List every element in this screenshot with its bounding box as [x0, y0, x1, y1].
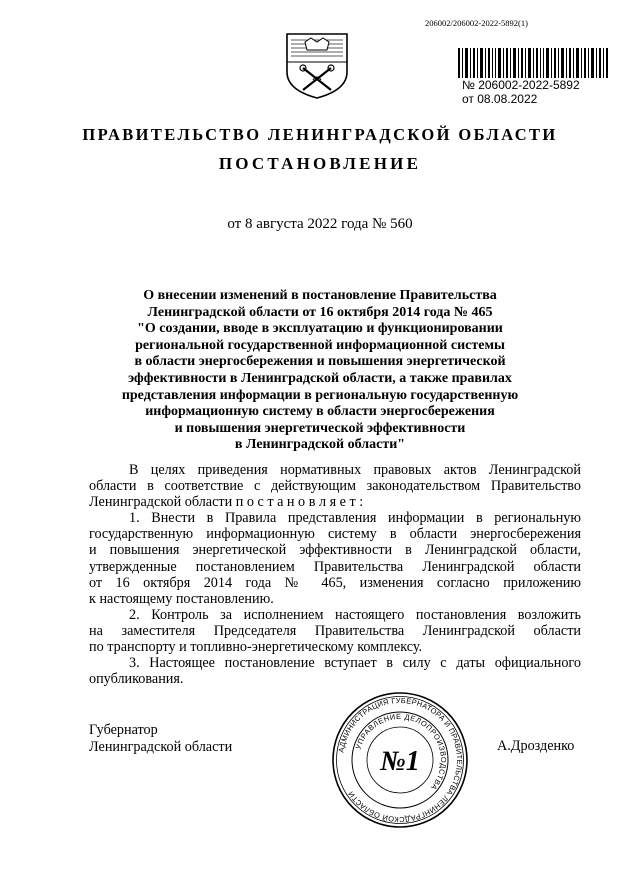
body-line: государственную информационную систему в области энергосбережения [89, 526, 581, 543]
body-line: опубликования. [89, 671, 184, 688]
subject-line: эффективности в Ленинградской области, а также правилах [128, 370, 512, 386]
subject-line: Ленинградской области от 16 октября 2014 года № 465 [147, 304, 493, 320]
subject-line: представления информации в региональную государственную [121, 387, 519, 403]
body-line: 2. Контроль за исполнением настоящего постановления возложить [129, 606, 581, 623]
body-line: от 16 октября 2014 года № 465, изменения согласно приложению [89, 574, 581, 591]
body-line: Ленинградской области п о с т а н о в л я е т : [89, 494, 364, 511]
body-line: 3. Настоящее постановление вступает в силу с даты официального [129, 655, 581, 672]
subject-line: в области энергосбережения и повышения энергетической [134, 354, 506, 370]
body-line: к настоящему постановлению. [89, 590, 274, 607]
document-body [89, 462, 581, 687]
body-line: на заместителя Председателя Правительства Ленинградской области [89, 622, 581, 639]
body-line: по транспорту и топливно-энергетическому комплексу. [89, 639, 423, 656]
government-title: ПРАВИТЕЛЬСТВО ЛЕНИНГРАДСКОЙ ОБЛАСТИ [82, 125, 558, 144]
body-line: В целях приведения нормативных правовых актов Ленинградской [129, 462, 581, 478]
seal-ring-text: АДМИНИСТРАЦИЯ ГУБЕРНАТОРА И ПРАВИТЕЛЬСТВА ЛЕНИНГРАДСКОЙ ОБЛАСТИ [336, 695, 465, 825]
subject-line: региональной государственной информационной системы [135, 337, 505, 353]
subject-line: "О создании, вводе в эксплуатацию и функционировании [137, 321, 503, 337]
registration-date: от 08.08.2022 [462, 92, 538, 106]
body-line: 1. Внести в Правила представления информации в региональную [129, 510, 581, 527]
signatory-region: Ленинградской области [89, 738, 233, 755]
coat-of-arms-emblem [283, 28, 351, 100]
signatory-title: Губернатор [89, 722, 158, 738]
registration-number: № 206002-2022-5892 [462, 78, 580, 92]
document-tracking-code: 206002/206002-2022-5892(1) [425, 18, 528, 28]
registration-block [462, 78, 580, 106]
seal-number: №1 [380, 746, 420, 777]
body-line: области в соответствие с действующим законодательством Правительство [89, 478, 581, 495]
document-date-number: от 8 августа 2022 года № 560 [227, 216, 413, 232]
subject-line: информационную систему в области энергосбережения [145, 404, 495, 420]
subject-line: в Ленинградской области" [234, 437, 406, 453]
official-seal [330, 690, 470, 830]
document-subject [90, 288, 550, 454]
body-line: утвержденные постановлением Правительства Ленинградской области [89, 558, 581, 575]
signatory-name: А.Дрозденко [497, 738, 575, 754]
signatory-position [89, 722, 232, 755]
subject-line: О внесении изменений в постановление Правительства [143, 288, 497, 303]
barcode [458, 48, 608, 78]
body-line: и повышения энергетической эффективности в Ленинградской области, [89, 542, 581, 559]
document-type-title: ПОСТАНОВЛЕНИЕ [218, 154, 422, 173]
seal-inner-text: УПРАВЛЕНИЕ ДЕЛОПРОИЗВОДСТВА [353, 711, 449, 793]
subject-line: и повышения энергетической эффективности [174, 420, 466, 436]
